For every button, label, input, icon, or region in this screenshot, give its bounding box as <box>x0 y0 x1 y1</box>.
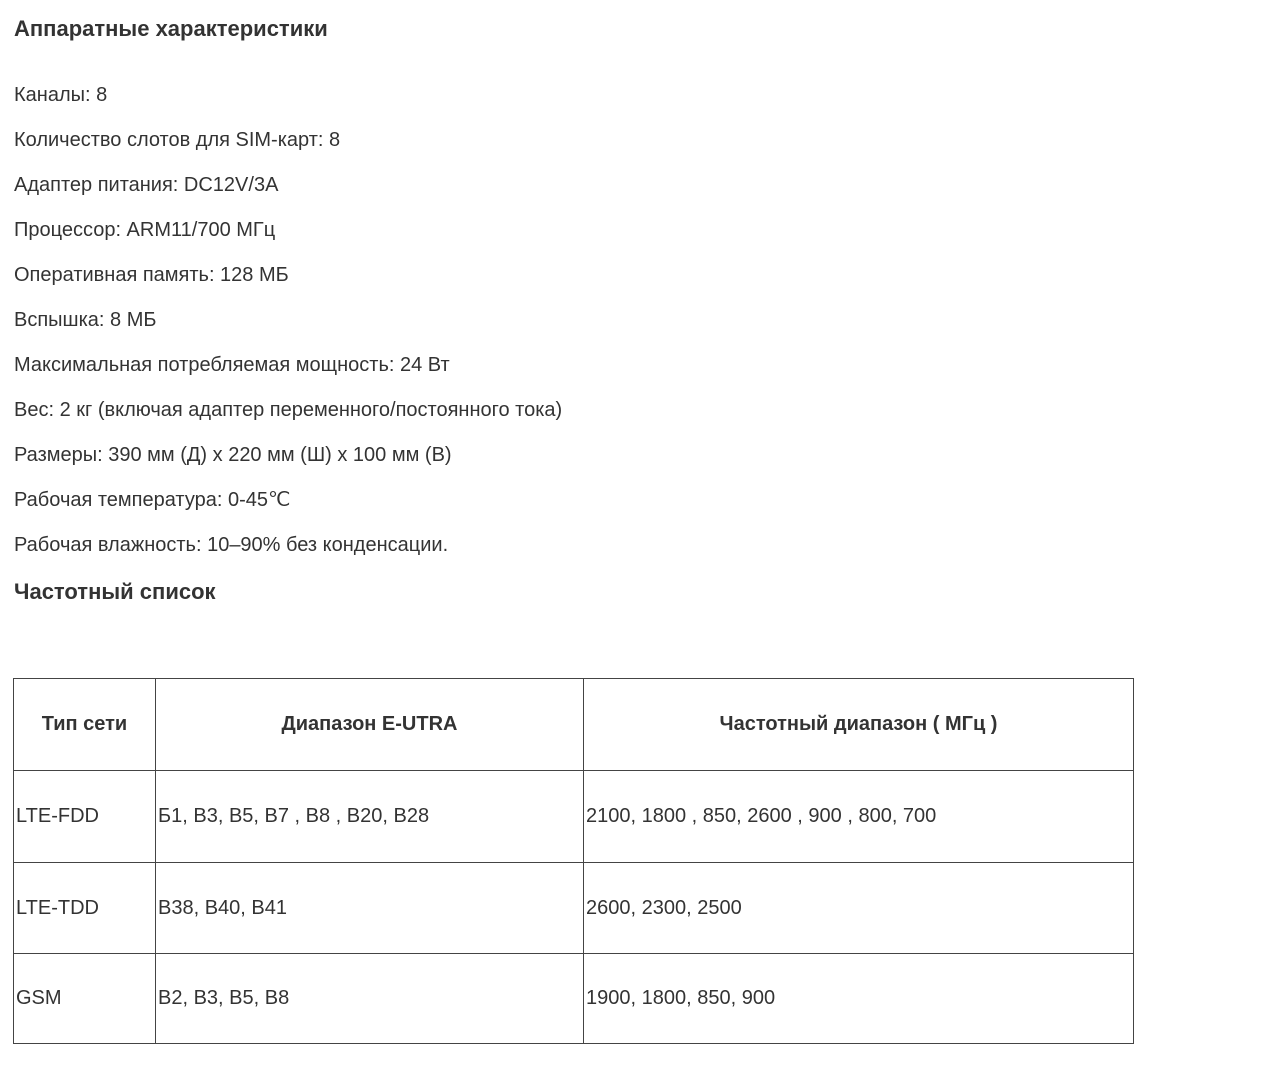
spec-line-op-temperature: Рабочая температура: 0-45℃ <box>14 489 291 511</box>
col-header-frequency-mhz: Частотный диапазон ( МГц ) <box>584 679 1134 771</box>
cell-eutra-band: Б1, B3, B5, B7 , B8 , B20, B28 <box>156 771 584 863</box>
col-header-eutra-band: Диапазон E-UTRA <box>156 679 584 771</box>
table-row-lte-fdd <box>14 771 1134 863</box>
col-header-network-type: Тип сети <box>14 679 156 771</box>
table-header-row <box>14 679 1134 771</box>
spec-line-processor: Процессор: ARM11/700 МГц <box>14 219 276 241</box>
cell-network-type: LTE-TDD <box>14 863 156 954</box>
spec-line-sim-slots: Количество слотов для SIM-карт: 8 <box>14 129 341 151</box>
table-row-lte-tdd <box>14 863 1134 954</box>
cell-frequency: 2600, 2300, 2500 <box>584 863 1134 954</box>
cell-frequency: 1900, 1800, 850, 900 <box>584 954 1134 1044</box>
spec-line-channels: Каналы: 8 <box>14 84 108 106</box>
cell-frequency: 2100, 1800 , 850, 2600 , 900 , 800, 700 <box>584 771 1134 863</box>
cell-eutra-band: B2, B3, B5, B8 <box>156 954 584 1044</box>
spec-line-ram: Оперативная память: 128 МБ <box>14 264 289 286</box>
spec-line-power-adapter: Адаптер питания: DC12V/3A <box>14 174 279 196</box>
table-row-gsm <box>14 954 1134 1044</box>
frequency-section-title: Частотный список <box>14 579 216 604</box>
spec-line-dimensions: Размеры: 390 мм (Д) x 220 мм (Ш) x 100 мм (В) <box>14 444 452 466</box>
cell-network-type: LTE-FDD <box>14 771 156 863</box>
spec-line-op-humidity: Рабочая влажность: 10–90% без конденсации. <box>14 534 449 556</box>
cell-network-type: GSM <box>14 954 156 1044</box>
spec-line-max-power: Максимальная потребляемая мощность: 24 Вт <box>14 354 450 376</box>
cell-eutra-band: B38, B40, B41 <box>156 863 584 954</box>
hardware-spec-list <box>14 85 1280 556</box>
spec-line-flash: Вспышка: 8 МБ <box>14 309 157 331</box>
spec-line-weight: Вес: 2 кг (включая адаптер переменного/постоянного тока) <box>14 399 563 421</box>
hardware-section-title: Аппаратные характеристики <box>14 16 328 41</box>
frequency-table <box>13 678 1134 1044</box>
